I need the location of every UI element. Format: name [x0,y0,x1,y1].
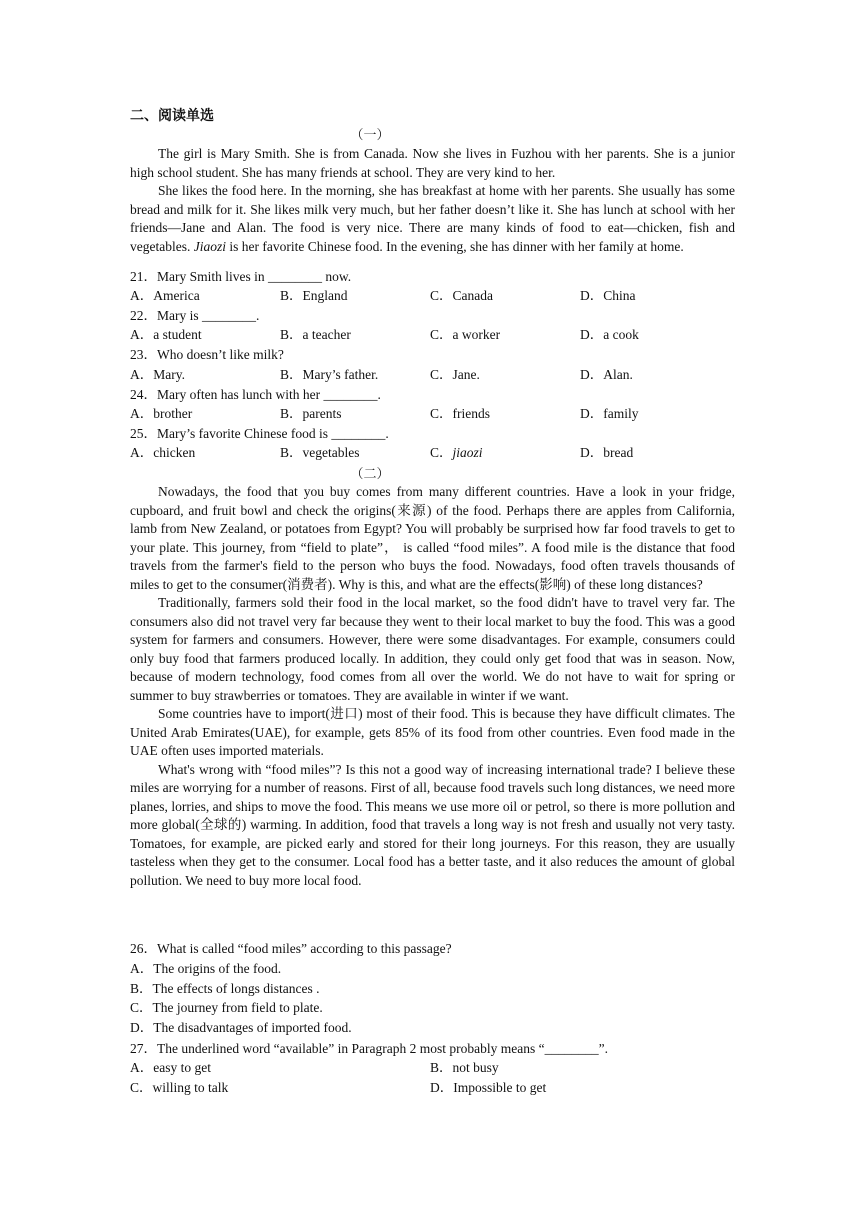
option-a: A．The origins of the food. [130,961,282,976]
option-d: D．China [580,288,636,303]
option-c: C．a worker [430,327,501,342]
option-d: D．bread [580,445,634,460]
question-27: 27．The underlined word “available” in Paragraph 2 most probably means “________”. [130,1041,608,1056]
question-26: 26．What is called “food miles” according to this passage? [130,941,452,956]
option-c: C．willing to talk [130,1080,229,1095]
option-b: B．not busy [430,1060,499,1075]
question-23: 23．Who doesn’t like milk? [130,347,284,362]
option-d: D．family [580,406,639,421]
option-b: B．The effects of longs distances . [130,980,320,996]
passage-2-paragraph-4: What's wrong with “food miles”? Is this not a good way of increasing international trade? I believe these miles are worrying for a number of reasons. First of all, because food travels such long distances, we need more planes, lorries, and ships to move the food. This means we use more oil or petrol, so there is more pollution and more global(全球的) warming. In addition, food that travels a long way is not fresh and usually not very tasty. Tomatoes, for example, are picked early and stored for their long journeys. For this reason, they are usually tasteless when they get to the consumer. Local food has a better taste, and it also reduces the amount of global pollution. We need to buy more local food. [130,761,735,888]
question-26-options [130,959,352,1037]
section-title: 二、阅读单选 [130,109,214,124]
option-c: C．friends [430,406,490,421]
question-21: 21．Mary Smith lives in ________ now. [130,269,352,284]
option-c [430,444,483,462]
option-c: C．The journey from field to plate. [130,1000,323,1015]
option-a: A．Mary. [130,367,185,382]
question-22: 22．Mary is ________. [130,308,260,323]
passage-1-paragraph-2 [130,182,735,256]
part-title-2: （二） [350,466,390,481]
option-d: D．Impossible to get [430,1080,547,1095]
passage-1-italic-word: Jiaozi [193,238,226,254]
passage-1-paragraph-1: The girl is Mary Smith. She is from Canada. Now she lives in Fuzhou with her parents. She is a junior high school student. She has many friends at school. They are very kind to her. [130,146,735,180]
option-c-text: C．jiaozi [430,445,483,460]
option-a: A．easy to get [130,1060,211,1075]
question-25: 25．Mary’s favorite Chinese food is ________. [130,426,389,441]
option-a: A．a student [130,327,202,342]
option-d: D．The disadvantages of imported food. [130,1019,352,1035]
passage-1-text-end: is her favorite Chinese food. In the evening, she has dinner with her family at home. [225,238,684,254]
passage-2-paragraph-3: Some countries have to import(进口) most of their food. This is because they have difficult climates. The United Arab Emirates(UAE), for example, gets 85% of its food from other countries. Even food made in the UAE often uses imported materials. [130,706,735,758]
passage-2-paragraph-1: Nowadays, the food that you buy comes from many different countries. Have a look in your fridge, cupboard, and fruit bowl and check the origins(来源) of the food. Perhaps there are apples from California, lamb from New Zealand, or potatoes from Egypt? You will probably be surprised how far food travels to get to your plate. This journey, from “field to plate”， is called “food miles”. A food mile is the distance that food travels from the farmer's field to the person who buys the food. Nowadays, food often travels thousands of miles to get to the consumer(消费者). Why is this, and what are the effects(影响) of these long distances? [130,484,735,592]
option-a: A．brother [130,406,193,421]
option-d: D．Alan. [580,367,633,382]
passage-2-paragraph-2: Traditionally, farmers sold their food in the local market, so the food didn't have to travel very far. The consumers also did not travel very far because they went to their local market to buy the food. This was a good system for farmers and consumers. However, there were some disadvantages. For example, consumers could only buy food that farmers produced locally. In addition, they could only get food that was in season. Now, because of modern technology, food comes from all over the world. We do not have to wait for spring or summer to buy strawberries or tomatoes. They are available in winter if we want. [130,595,735,703]
question-24: 24．Mary often has lunch with her ________. [130,387,381,402]
option-c: C．Canada [430,288,493,303]
option-b: B．parents [280,406,342,421]
option-a: A．chicken [130,445,196,460]
option-b: B．a teacher [280,327,351,342]
option-a: A．America [130,288,200,303]
option-c: C．Jane. [430,367,480,382]
passage-2 [130,483,735,890]
passage-1 [130,145,735,256]
option-c-italic-word: jiaozi [452,445,483,460]
passage-1-text: She likes the food here. In the morning, she has breakfast at home with her parents. She usually has some bread and milk for it. She likes milk very much, but her father doesn’t like it. She has lunch at school with her friends—Jane and Alan. The food is very nice. There are many kinds of food to eat—chicken, fish and vegetables. [130,183,735,254]
option-b: B．England [280,288,348,303]
option-b: B．vegetables [280,445,360,460]
option-b: B．Mary’s father. [280,367,379,382]
part-title-1: （一） [350,127,390,142]
option-d: D．a cook [580,327,639,342]
